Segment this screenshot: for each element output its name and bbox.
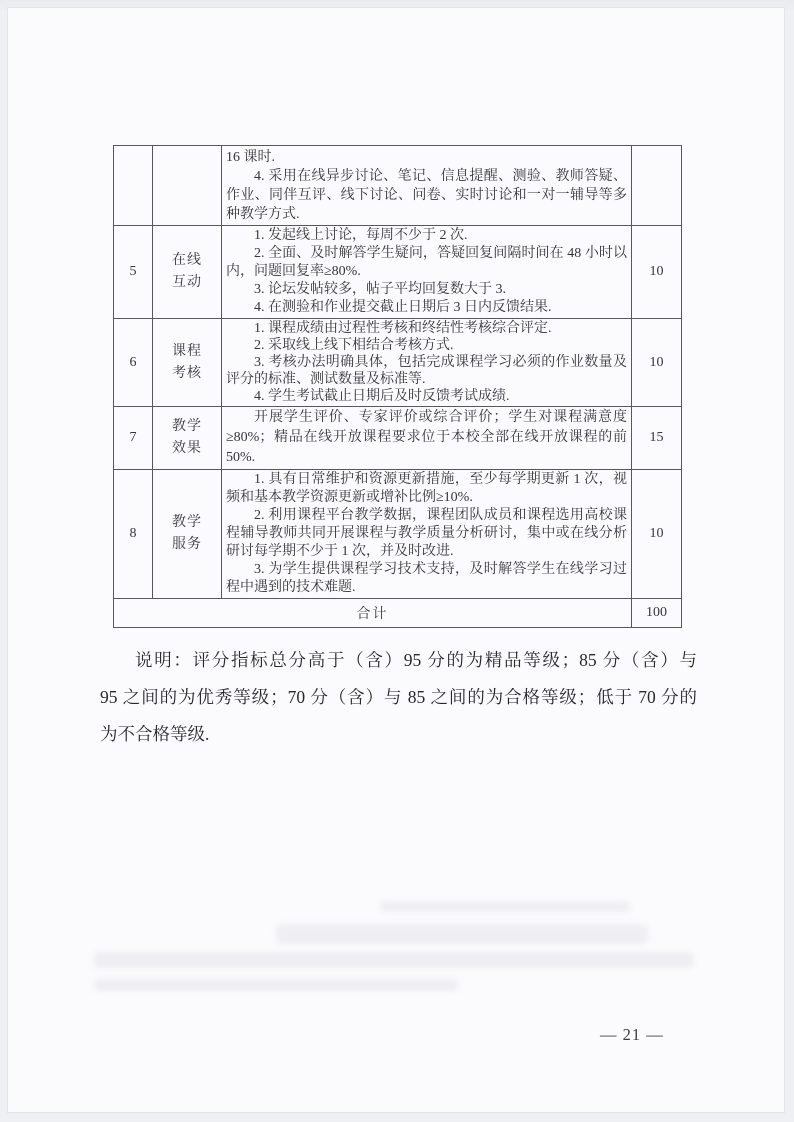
criteria-text: 3. 论坛发帖较多，帖子平均回复数大于 3. — [254, 282, 506, 297]
total-score-cell: 100 — [632, 599, 682, 628]
criteria-text: 1. 发起线上讨论，每周不少于 2 次. — [254, 228, 468, 243]
criteria-text: 4. 采用在线异步讨论、笔记、信息提醒、测验、教师答疑、作业、同伴互评、线下讨论、问卷、实时讨论和一对一辅导等多种教学方式. — [226, 168, 627, 222]
criteria-text: 16 课时. — [226, 149, 275, 165]
row-number-cell — [114, 146, 153, 226]
table-row-continued — [114, 146, 682, 226]
row-number-cell: 7 — [114, 407, 153, 470]
score-cell: 10 — [632, 319, 682, 407]
description-cell — [222, 226, 632, 319]
criteria-text: 2. 全面、及时解答学生疑问，答疑回复间隔时间在 48 小时以内，问题回复率≥80%. — [226, 246, 627, 279]
category-label: 考核 — [172, 365, 202, 381]
category-cell — [153, 146, 222, 226]
total-label-cell: 合计 — [114, 599, 632, 628]
page-number: — 21 — — [600, 1025, 664, 1044]
description-cell — [222, 407, 632, 470]
document-page — [7, 7, 785, 1113]
category-cell — [153, 226, 222, 319]
category-label: 效果 — [172, 441, 202, 456]
row-number-cell: 8 — [114, 470, 153, 599]
category-label: 服务 — [172, 537, 202, 552]
criteria-text: 4. 在测验和作业提交截止日期后 3 日内反馈结果. — [254, 300, 552, 315]
category-cell — [153, 407, 222, 470]
category-label: 教学 — [172, 515, 202, 530]
score-cell: 10 — [632, 226, 682, 319]
criteria-text: 3. 为学生提供课程学习技术支持，及时解答学生在线学习过程中遇到的技术难题. — [226, 562, 627, 595]
category-cell — [153, 319, 222, 407]
grading-note — [100, 642, 697, 753]
criteria-text: 开展学生评价、专家评价或综合评价；学生对课程满意度≥80%；精品在线开放课程要求位于本校全部在线开放课程的前 50%. — [226, 410, 627, 465]
bleed-through-artifact — [276, 924, 648, 944]
criteria-text: 1. 课程成绩由过程性考核和终结性考核综合评定. — [254, 321, 552, 336]
category-label: 在线 — [172, 253, 202, 268]
category-label: 互动 — [172, 275, 202, 290]
criteria-text: 4. 学生考试截止日期后及时反馈考试成绩. — [254, 389, 510, 404]
criteria-text: 3. 考核办法明确具体，包括完成课程学习必须的作业数量及评分的标准、测试数量及标准等. — [226, 355, 627, 387]
category-label: 教学 — [172, 419, 202, 434]
note-line: 说明：评分指标总分高于（含）95 分的为精品等级；85 分（含）与 — [135, 650, 697, 670]
bleed-through-artifact — [380, 901, 630, 912]
score-cell — [632, 146, 682, 226]
category-label: 课程 — [172, 343, 202, 359]
bleed-through-artifact — [94, 952, 694, 968]
row-number-cell: 6 — [114, 319, 153, 407]
criteria-text: 2. 采取线上线下相结合考核方式. — [254, 338, 454, 353]
score-cell: 15 — [632, 407, 682, 470]
table-row — [114, 470, 682, 599]
description-cell — [222, 319, 632, 407]
table-row — [114, 407, 682, 470]
table-row — [114, 319, 682, 407]
description-cell — [222, 470, 632, 599]
note-line: 为不合格等级. — [100, 724, 210, 744]
category-cell — [153, 470, 222, 599]
total-row — [114, 599, 682, 628]
table-row — [114, 226, 682, 319]
evaluation-table — [113, 145, 682, 628]
criteria-text: 1. 具有日常维护和资源更新措施，至少每学期更新 1 次，视频和基本教学资源更新或增补比例≥10%. — [226, 472, 627, 505]
bleed-through-artifact — [94, 979, 458, 991]
score-cell: 10 — [632, 470, 682, 599]
criteria-text: 2. 利用课程平台教学数据，课程团队成员和课程选用高校课程辅导教师共同开展课程与教学质量分析研讨，集中或在线分析研讨每学期不少于 1 次，并及时改进. — [226, 508, 627, 559]
row-number-cell: 5 — [114, 226, 153, 319]
note-line: 95 之间的为优秀等级；70 分（含）与 85 之间的为合格等级；低于 70 分的 — [100, 687, 697, 707]
description-cell — [222, 146, 632, 226]
